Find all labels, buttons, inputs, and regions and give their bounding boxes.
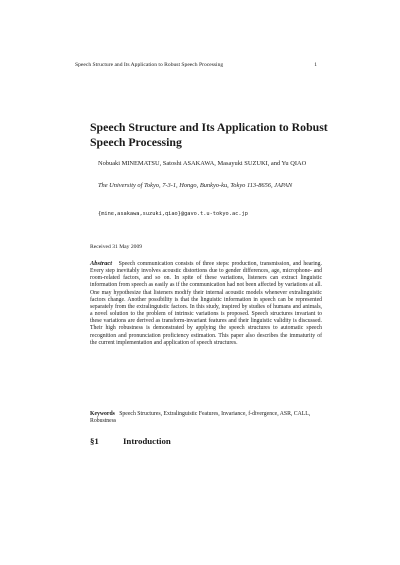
paper-title: Speech Structure and Its Application to Robust Speech Processing	[90, 120, 328, 149]
section-heading	[90, 436, 171, 447]
keywords-label: Keywords	[90, 411, 115, 417]
abstract-label: Abstract	[90, 260, 113, 267]
section-title: Introduction	[123, 436, 171, 446]
section-number: §1	[90, 436, 99, 446]
author-list: Nobuaki MINEMATSU, Satoshi ASAKAWA, Masayuki SUZUKI, and Yu QIAO	[98, 160, 307, 167]
abstract	[90, 260, 322, 347]
author-email: {mine,asakawa,suzuki,qiao}@gavo.t.u-tokyo.ac.jp	[98, 211, 248, 217]
keywords	[90, 411, 322, 426]
affiliation: The University of Tokyo, 7-3-1, Hongo, Bunkyo-ku, Tokyo 113-8656, JAPAN	[98, 182, 293, 189]
received-date: Received 31 May 2009	[90, 244, 143, 250]
abstract-text: Speech communication consists of three steps: production, transmission, and hearing. Every step inevitably involves acoustic distortions due to gender differences, age, microphone- and room-related factors, and so on. In spite of these variations, listeners can extract linguistic information from speech as easily as if the communication had not been affected by variations at all. One may hypothesize that listeners modify their internal acoustic models whenever extralinguistic factors change. Another possibility is that the linguistic information in speech can be represented separately from the extralinguistic factors. In this study, inspired by studies of humans and animals, a novel solution to the problem of intrinsic variations is proposed. Speech structures invariant to these variations are derived as transform-invariant features and their linguistic validity is discussed. Their high robustness is demonstrated by applying the speech structures to automatic speech recognition and pronunciation proficiency estimation. This paper also describes the immaturity of the current implementation and application of speech structures.	[90, 261, 322, 346]
keywords-text: Speech Structures, Extralinguistic Features, Invariance, f-divergence, ASR, CALL, Robustness	[90, 411, 311, 425]
running-head-title: Speech Structure and Its Application to Robust Speech Processing	[75, 62, 224, 68]
running-head	[75, 62, 317, 69]
page-number: 1	[314, 62, 317, 68]
